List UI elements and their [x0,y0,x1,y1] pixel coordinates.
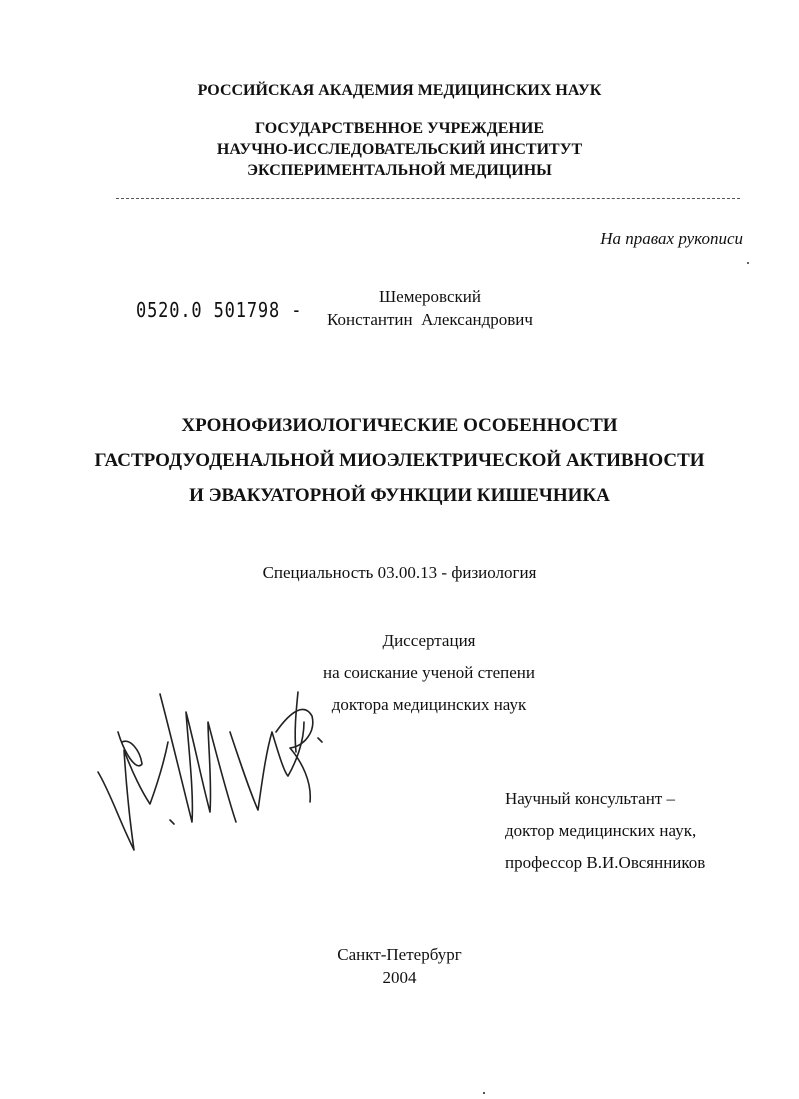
author-surname: Шемеровский [379,287,481,306]
place-and-year [0,943,799,989]
academy-name: РОССИЙСКАЯ АКАДЕМИЯ МЕДИЦИНСКИХ НАУК [197,82,602,99]
institution-line: ЭКСПЕРИМЕНТАЛЬНОЙ МЕДИЦИНЫ [247,162,552,179]
degree-statement [300,625,558,721]
author-name [300,285,560,331]
title-line: И ЭВАКУАТОРНОЙ ФУНКЦИИ КИШЕЧНИКА [189,485,610,506]
institution-name [0,118,799,181]
scientific-consultant [505,783,705,879]
degree-line: доктора медицинских наук [331,695,527,714]
handwritten-signature [90,672,335,862]
registration-stamp: 0520.0 501798 - [136,298,303,322]
consultant-line: Научный консультант – [505,789,675,808]
city: Санкт-Петербург [337,945,462,964]
degree-line: на соискание ученой степени [322,663,536,682]
consultant-line: профессор В.И.Овсянников [505,853,706,872]
dashed-divider [116,198,740,199]
scan-speck [483,1092,485,1094]
author-given-names: Константин Александрович [327,310,533,329]
consultant-line: доктор медицинских наук, [505,821,697,840]
year: 2004 [382,968,417,987]
degree-line: Диссертация [382,631,476,650]
dissertation-title [0,408,799,513]
institution-line: ГОСУДАРСТВЕННОЕ УЧРЕЖДЕНИЕ [255,120,544,137]
specialty: Специальность 03.00.13 - физиология [262,563,537,582]
rights-note: На правах рукописи [600,229,743,248]
institution-line: НАУЧНО-ИССЛЕДОВАТЕЛЬСКИЙ ИНСТИТУТ [216,141,583,158]
title-line: ХРОНОФИЗИОЛОГИЧЕСКИЕ ОСОБЕННОСТИ [181,415,618,436]
ink-dot [747,262,749,264]
title-line: ГАСТРОДУОДЕНАЛЬНОЙ МИОЭЛЕКТРИЧЕСКОЙ АКТИВНОСТИ [94,450,705,471]
